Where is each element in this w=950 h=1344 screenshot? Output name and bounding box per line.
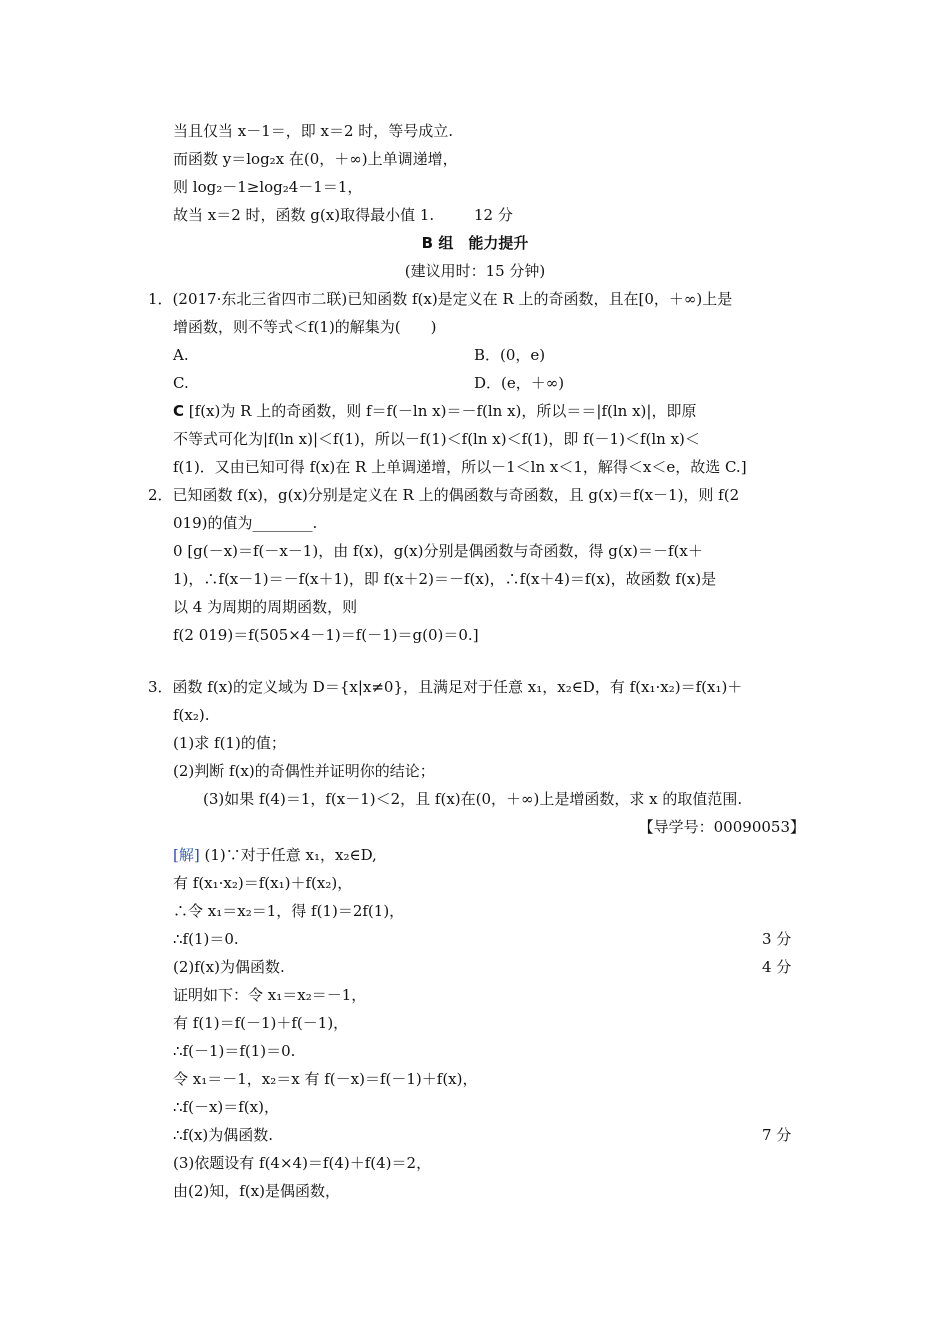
solution-text: ∴f(－x)＝f(x)，: [173, 1098, 279, 1116]
solution-text: ∴令 x₁＝x₂＝1，得 f(1)＝2f(1)，: [173, 902, 405, 920]
solution-text: 1)，∴f(x－1)＝－f(x＋1)，即 f(x＋2)＝－f(x)，∴f(x＋4)＝f(x)，故函数 f(x)是: [173, 570, 717, 588]
score-mark: 4 分: [762, 958, 792, 976]
solution-text: (3)依题设有 f(4×4)＝f(4)＋f(4)＝2，: [173, 1154, 432, 1172]
question-stem: 增函数，则不等式＜f(1)的解集为( ): [173, 318, 437, 336]
question-stem: f(x₂).: [173, 706, 210, 724]
option-b: B．(0，e): [474, 346, 546, 364]
question-part: (1)求 f(1)的值；: [173, 734, 286, 752]
solution-text: 证明如下：令 x₁＝x₂＝－1，: [173, 986, 367, 1004]
question-part: (2)判断 f(x)的奇偶性并证明你的结论；: [173, 762, 435, 780]
question-stem: 3．函数 f(x)的定义域为 D＝{x|x≠0}，且满足对于任意 x₁，x₂∈D，有 f(x₁·x₂)＝f(x₁)＋: [148, 678, 743, 696]
score-mark: 3 分: [762, 930, 792, 948]
option-a: A.: [173, 346, 189, 364]
text-line: 而函数 y＝log₂x 在(0，＋∞)上单调递增，: [173, 150, 458, 168]
solution-text: 令 x₁＝－1，x₂＝x 有 f(－x)＝f(－1)＋f(x)，: [173, 1070, 478, 1088]
solution-text: (2)f(x)为偶函数.: [173, 958, 285, 976]
solution-text: (1)∵对于任意 x₁，x₂∈D,: [204, 846, 377, 864]
solution-text: [f(x)为 R 上的奇函数，则 f＝f(－ln x)＝－f(ln x)，所以＝＝|f(ln x)|，即原: [188, 402, 697, 420]
text-line: 当且仅当 x－1＝，即 x＝2 时，等号成立.: [173, 122, 454, 140]
section-title: B 组 能力提升: [421, 234, 529, 252]
solution-text: ∴f(1)＝0.: [173, 930, 239, 948]
solution-text: [g(－x)＝f(－x－1)，由 f(x)，g(x)分别是偶函数与奇函数，得 g(x)＝－f(x＋: [187, 542, 703, 560]
question-stem: 019)的值为________.: [173, 514, 318, 532]
solution-text: 有 f(1)＝f(－1)＋f(－1)，: [173, 1014, 349, 1032]
text-line: 故当 x＝2 时，函数 g(x)取得最小值 1.: [173, 206, 435, 224]
solution-text: 以 4 为周期的周期函数，则: [173, 598, 358, 616]
answer-value: 0: [173, 542, 183, 560]
answer-solution: [173, 540, 703, 562]
section-subtitle: (建议用时：15 分钟): [404, 262, 546, 280]
solution-text: 不等式可化为|f(ln x)|＜f(1)，所以－f(1)＜f(ln x)＜f(1)，即 f(－1)＜f(ln x)＜: [173, 430, 700, 448]
solution-text: 由(2)知，f(x)是偶函数，: [173, 1182, 340, 1200]
question-part: (3)如果 f(4)＝1，f(x－1)＜2，且 f(x)在(0，＋∞)上是增函数，求 x 的取值范围.: [203, 790, 743, 808]
question-stem: 1．(2017·东北三省四市二联)已知函数 f(x)是定义在 R 上的奇函数，且在[0，＋∞)上是: [148, 290, 733, 308]
solution-text: ∴f(x)为偶函数.: [173, 1126, 274, 1144]
solution-text: f(2 019)＝f(505×4－1)＝f(－1)＝g(0)＝0.]: [173, 626, 479, 644]
text-line: 则 log₂－1≥log₂4－1＝1，: [173, 178, 363, 196]
solution-tag: [解]: [173, 846, 200, 864]
question-stem: 2．已知函数 f(x)，g(x)分别是定义在 R 上的偶函数与奇函数，且 g(x)＝f(x－1)，则 f(2: [148, 486, 740, 504]
answer-letter: C: [173, 402, 185, 420]
solution-text: ∴f(－1)＝f(1)＝0.: [173, 1042, 296, 1060]
solution-text: [173, 844, 377, 866]
answer-solution: [173, 400, 696, 422]
score-mark: 7 分: [762, 1126, 792, 1144]
option-c: C.: [173, 374, 189, 392]
reference-number: 【导学号：00090053】: [638, 818, 805, 836]
solution-text: 有 f(x₁·x₂)＝f(x₁)＋f(x₂)，: [173, 874, 353, 892]
option-d: D．(e，＋∞): [474, 374, 565, 392]
solution-text: f(1)．又由已知可得 f(x)在 R 上单调递增，所以－1＜ln x＜1，解得＜x＜e，故选 C.]: [173, 458, 747, 476]
score-mark: 12 分: [474, 206, 513, 224]
